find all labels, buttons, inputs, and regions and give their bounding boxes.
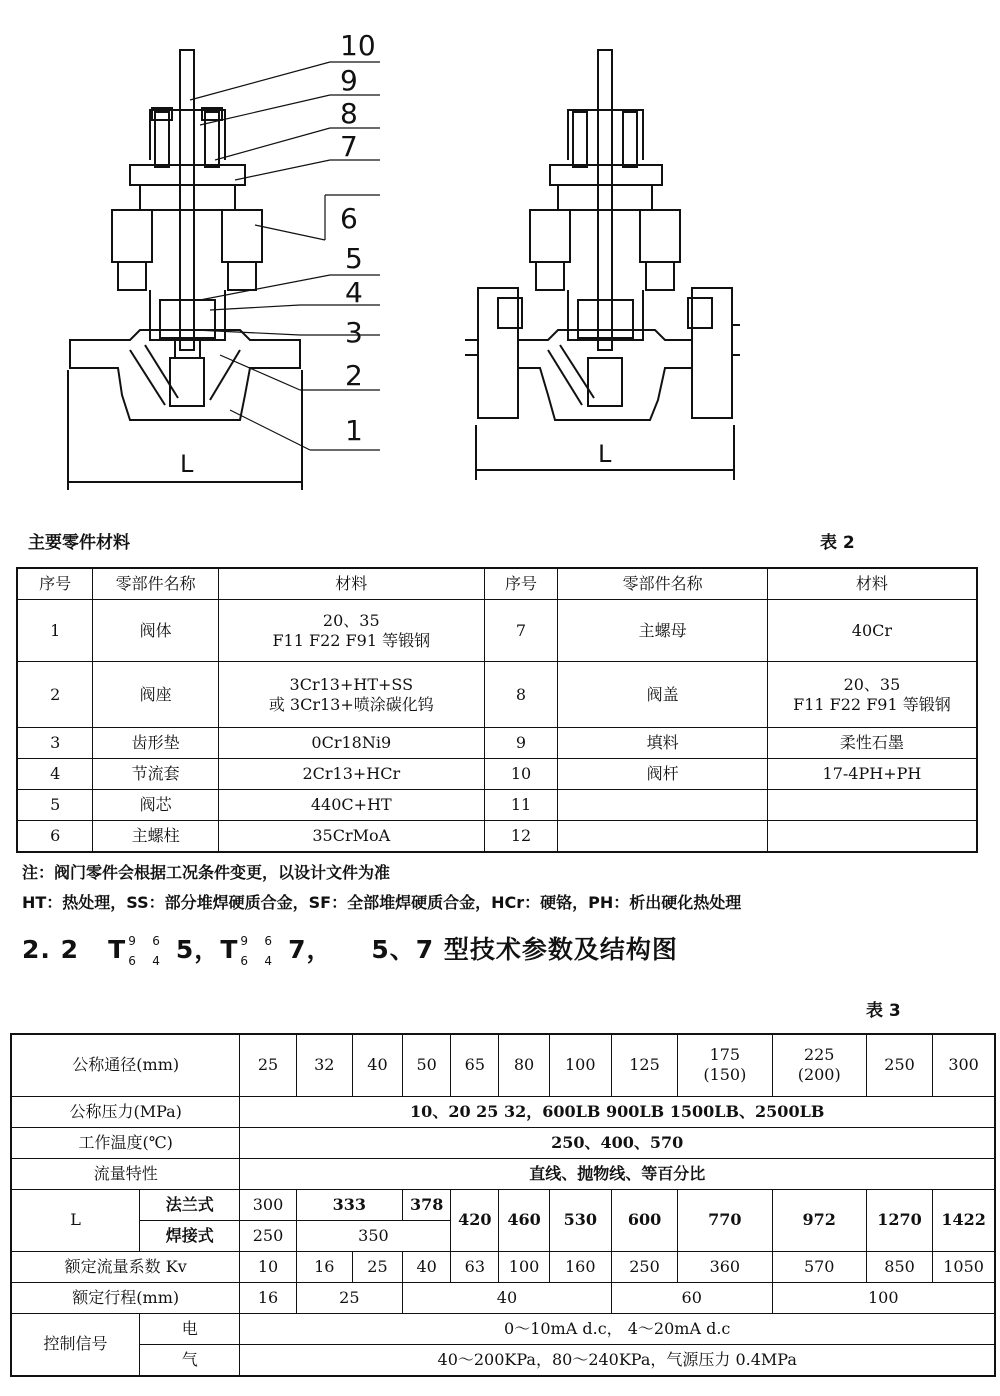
cell: 2 xyxy=(17,662,93,728)
cell: 5 xyxy=(17,790,93,821)
cell: 主螺柱 xyxy=(93,821,219,853)
cell: 9 xyxy=(484,728,558,759)
cell-line: 20、35 xyxy=(322,610,380,630)
cell xyxy=(558,790,767,821)
section-heading xyxy=(22,930,678,970)
table-row xyxy=(17,662,977,728)
cell: 阀芯 xyxy=(93,790,219,821)
dn-cell: 65 xyxy=(451,1034,499,1096)
kv-cell: 10 xyxy=(240,1251,296,1282)
pn-label: 公称压力(MPa) xyxy=(11,1096,240,1127)
cell: 40Cr xyxy=(767,600,977,662)
valve-structure-drawing xyxy=(0,0,1000,510)
stroke-cell: 16 xyxy=(240,1282,296,1313)
kv-label: 额定流量系数 Kv xyxy=(11,1251,240,1282)
pn-value: 10、20 25 32，600LB 900LB 1500LB、2500LB xyxy=(240,1096,995,1127)
cell: 阀杆 xyxy=(558,759,767,790)
flow-value: 直线、抛物线、等百分比 xyxy=(240,1158,995,1189)
dn-cell: 25 xyxy=(240,1034,296,1096)
kv-cell: 40 xyxy=(403,1251,451,1282)
header-cell: 零部件名称 xyxy=(558,568,767,600)
callout-6: 6 xyxy=(340,202,358,235)
flange-label: 法兰式 xyxy=(140,1189,240,1220)
cell xyxy=(767,821,977,853)
table2-title: 主要零件材料 xyxy=(28,533,130,553)
air-label: 气 xyxy=(140,1344,240,1376)
elec-value: 0～10mA d.c， 4～20mA d.c xyxy=(240,1313,995,1344)
materials-table xyxy=(16,567,978,853)
air-value: 40～200KPa，80～240KPa，气源压力 0.4MPa xyxy=(240,1344,995,1376)
heading-model: 5， xyxy=(175,935,221,964)
table3-label: 表 3 xyxy=(866,1001,901,1021)
kv-cell: 250 xyxy=(611,1251,677,1282)
cell: 阀座 xyxy=(93,662,219,728)
cell: 节流套 xyxy=(93,759,219,790)
cell-line: 20、35 xyxy=(843,674,901,694)
L-label: L xyxy=(11,1189,140,1251)
L-cell: 770 xyxy=(678,1189,772,1251)
table-row xyxy=(11,1344,995,1376)
dn-cell: 50 xyxy=(403,1034,451,1096)
dn-cell: 175 (150) xyxy=(678,1034,772,1096)
cell-line: F11 F22 F91 等锻钢 xyxy=(793,694,951,714)
table-row xyxy=(17,790,977,821)
header-cell: 材料 xyxy=(219,568,485,600)
ctrl-label: 控制信号 xyxy=(11,1313,140,1376)
sup: 9 xyxy=(240,934,250,948)
cell: 7 xyxy=(484,600,558,662)
cell: 主螺母 xyxy=(558,600,767,662)
kv-cell: 25 xyxy=(352,1251,402,1282)
callout-8: 8 xyxy=(340,97,358,130)
cell: 17-4PH+PH xyxy=(767,759,977,790)
callout-9: 9 xyxy=(340,64,358,97)
heading-index-c xyxy=(238,936,258,966)
cell: 1 xyxy=(17,600,93,662)
L-cell: 250 xyxy=(240,1220,296,1251)
cell: 35CrMoA xyxy=(219,821,485,853)
header-cell: 材料 xyxy=(767,568,977,600)
cell: 阀盖 xyxy=(558,662,767,728)
sub: 6 xyxy=(240,954,250,968)
kv-cell: 160 xyxy=(549,1251,611,1282)
dn-cell: 250 xyxy=(866,1034,932,1096)
table-row xyxy=(17,759,977,790)
kv-cell: 360 xyxy=(678,1251,772,1282)
sup: 6 xyxy=(264,934,274,948)
L-cell: 460 xyxy=(499,1189,549,1251)
heading-model: 7， xyxy=(288,935,333,964)
temp-label: 工作温度(℃) xyxy=(11,1127,240,1158)
cell-line: 或 3Cr13+喷涂碳化钨 xyxy=(268,694,434,714)
cell xyxy=(219,662,485,728)
dn-cell: 80 xyxy=(499,1034,549,1096)
table-row xyxy=(11,1282,995,1313)
table-row xyxy=(17,600,977,662)
cell: 柔性石墨 xyxy=(767,728,977,759)
cell xyxy=(219,600,485,662)
cell: 12 xyxy=(484,821,558,853)
L-cell: 333 xyxy=(296,1189,402,1220)
kv-cell: 850 xyxy=(866,1251,932,1282)
dn-label: 公称通径(mm) xyxy=(11,1034,240,1096)
right-valve-view xyxy=(465,50,740,480)
kv-cell: 16 xyxy=(296,1251,352,1282)
cell: 填料 xyxy=(558,728,767,759)
table-row xyxy=(17,821,977,853)
cell xyxy=(558,821,767,853)
cell xyxy=(767,662,977,728)
L-cell: 600 xyxy=(611,1189,677,1251)
dn-cell: 300 xyxy=(933,1034,995,1096)
table-row xyxy=(11,1158,995,1189)
callout-10: 10 xyxy=(340,29,376,62)
L-cell: 378 xyxy=(403,1189,451,1220)
callout-1: 1 xyxy=(345,414,363,447)
dn-cell: 125 xyxy=(611,1034,677,1096)
sup: 9 xyxy=(128,934,137,948)
dn-cell: 225 (200) xyxy=(772,1034,866,1096)
cell: 4 xyxy=(17,759,93,790)
cell: 6 xyxy=(17,821,93,853)
cell: 3 xyxy=(17,728,93,759)
stroke-cell: 100 xyxy=(772,1282,995,1313)
kv-cell: 570 xyxy=(772,1251,866,1282)
header-cell: 序号 xyxy=(484,568,558,600)
L-cell: 420 xyxy=(451,1189,499,1251)
callout-7: 7 xyxy=(340,130,358,163)
cell: 阀体 xyxy=(93,600,219,662)
stroke-label: 额定行程(mm) xyxy=(11,1282,240,1313)
callout-5: 5 xyxy=(345,242,363,275)
stroke-cell: 40 xyxy=(403,1282,612,1313)
heading-index-b xyxy=(146,936,166,966)
table-row xyxy=(11,1034,995,1096)
L-cell: 1270 xyxy=(866,1189,932,1251)
dim-L-right: L xyxy=(598,440,612,468)
dn-cell: 100 xyxy=(549,1034,611,1096)
table-header-row xyxy=(17,568,977,600)
cell xyxy=(767,790,977,821)
cell-line: F11 F22 F91 等锻钢 xyxy=(272,630,431,650)
stroke-cell: 60 xyxy=(611,1282,772,1313)
L-cell: 530 xyxy=(549,1189,611,1251)
cell: 11 xyxy=(484,790,558,821)
temp-value: 250、400、570 xyxy=(240,1127,995,1158)
cell: 10 xyxy=(484,759,558,790)
weld-label: 焊接式 xyxy=(140,1220,240,1251)
heading-text: 5、7 型技术参数及结构图 xyxy=(371,935,678,964)
heading-letter: T xyxy=(108,935,127,964)
callout-3: 3 xyxy=(345,316,363,349)
elec-label: 电 xyxy=(140,1313,240,1344)
flow-label: 流量特性 xyxy=(11,1158,240,1189)
left-valve-view xyxy=(68,50,302,490)
dn-cell: 40 xyxy=(352,1034,402,1096)
kv-cell: 63 xyxy=(451,1251,499,1282)
dim-L-left: L xyxy=(180,450,194,478)
kv-cell: 100 xyxy=(499,1251,549,1282)
tech-params-table xyxy=(10,1033,996,1377)
sub: 4 xyxy=(152,954,161,968)
note-line-2: HT：热处理，SS：部分堆焊硬质合金，SF：全部堆焊硬质合金，HCr：硬铬，PH：析出硬化热处理 xyxy=(22,893,742,912)
header-cell: 零部件名称 xyxy=(93,568,219,600)
L-cell: 1422 xyxy=(933,1189,995,1251)
cell: 440C+HT xyxy=(219,790,485,821)
callout-2: 2 xyxy=(345,359,363,392)
table-row xyxy=(11,1096,995,1127)
sub: 4 xyxy=(264,954,274,968)
cell: 齿形垫 xyxy=(93,728,219,759)
cell: 2Cr13+HCr xyxy=(219,759,485,790)
heading-index-a xyxy=(126,936,146,966)
table-row xyxy=(11,1189,995,1220)
dn-cell: 32 xyxy=(296,1034,352,1096)
note-line-1: 注：阀门零件会根据工况条件变更，以设计文件为准 xyxy=(22,863,391,882)
cell: 8 xyxy=(484,662,558,728)
table-row xyxy=(17,728,977,759)
sup: 6 xyxy=(152,934,161,948)
callout-4: 4 xyxy=(345,276,363,309)
sub: 6 xyxy=(128,954,137,968)
L-cell: 300 xyxy=(240,1189,296,1220)
header-cell: 序号 xyxy=(17,568,93,600)
table-row xyxy=(11,1127,995,1158)
cell: 0Cr18Ni9 xyxy=(219,728,485,759)
cell-line: 3Cr13+HT+SS xyxy=(289,674,414,694)
heading-letter: T xyxy=(220,935,239,964)
L-cell: 972 xyxy=(772,1189,866,1251)
heading-index-d xyxy=(258,936,278,966)
kv-cell: 1050 xyxy=(933,1251,995,1282)
table-row xyxy=(11,1251,995,1282)
heading-number: 2. 2 xyxy=(22,935,79,964)
L-cell: 350 xyxy=(296,1220,451,1251)
stroke-cell: 25 xyxy=(296,1282,402,1313)
table-row xyxy=(11,1313,995,1344)
table2-label: 表 2 xyxy=(820,533,855,553)
